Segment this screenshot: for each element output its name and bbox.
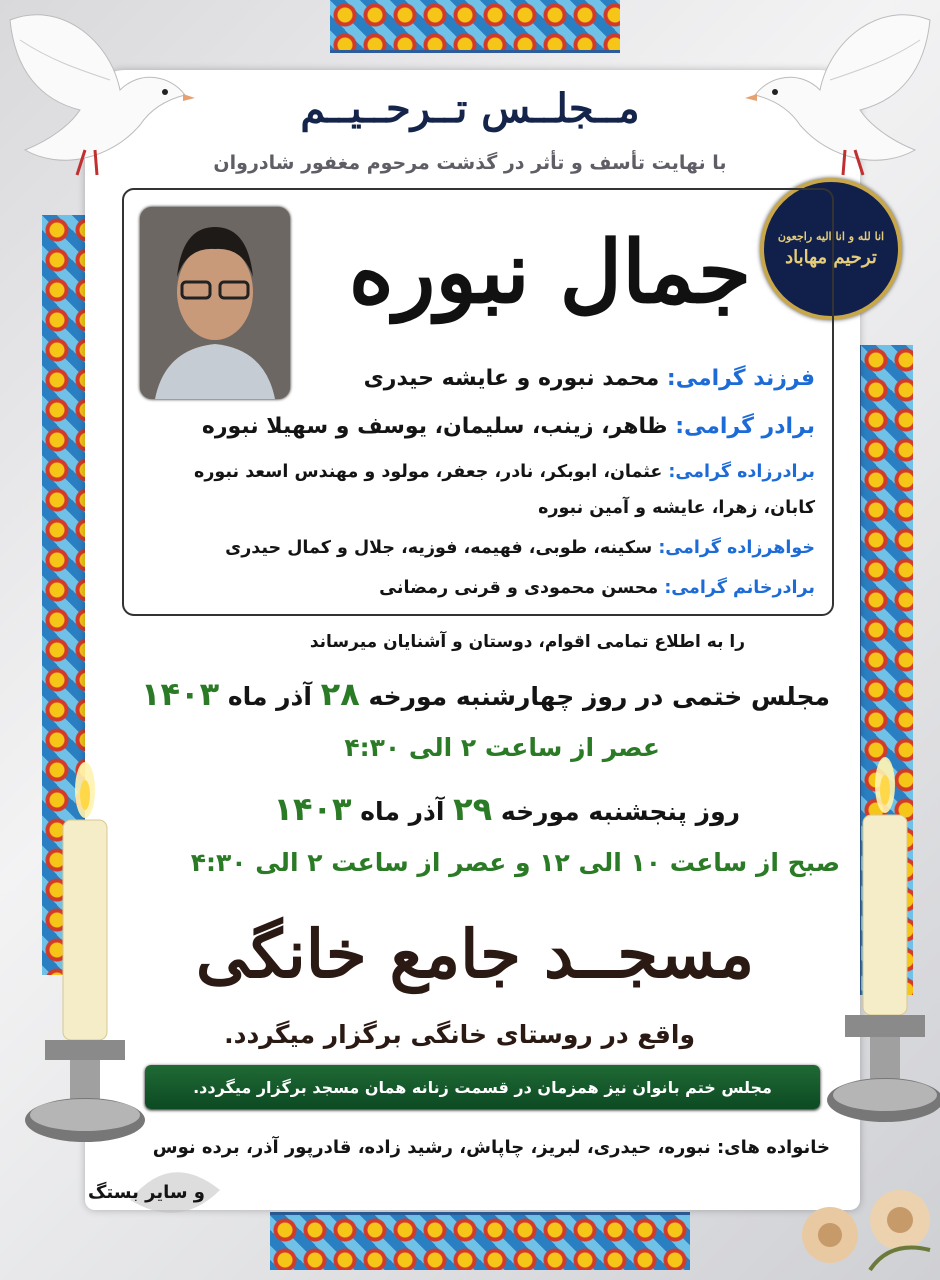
dove-icon xyxy=(0,0,200,190)
dove-icon xyxy=(745,0,940,190)
venue-name: مسجــد جامع خانگی xyxy=(195,915,755,993)
subtitle: با نهایت تأسف و تأثر در گذشت مرحوم مغفور شادروان xyxy=(213,152,727,174)
seal-main-text: ترحیم مهاباد xyxy=(785,247,877,268)
tile-border-top xyxy=(330,0,620,53)
ceremony-text: روز پنجشنبه مورخه xyxy=(500,797,740,826)
relative-label: خواهرزاده گرامی: xyxy=(658,538,815,558)
relative-label: فرزند گرامی: xyxy=(666,366,815,391)
flower-decoration xyxy=(790,1180,940,1280)
ceremony-line-4: صبح از ساعت ۱۰ الی ۱۲ و عصر از ساعت ۲ الی ۴:۳۰ xyxy=(190,848,840,877)
relative-label: برادرخانم گرامی: xyxy=(664,578,815,598)
relative-line xyxy=(225,538,815,558)
ceremony-month: آذر ماه xyxy=(227,682,312,711)
relative-line xyxy=(364,366,815,391)
relative-line xyxy=(194,462,815,482)
deceased-photo xyxy=(140,207,290,399)
women-notice-text: مجلس ختم بانوان نیز همزمان در قسمت زنانه همان مسجد برگزار میگردد. xyxy=(193,1077,772,1097)
ceremony-day: ۲۹ xyxy=(453,790,493,828)
venue-location: واقع در روستای خانگی برگزار میگردد. xyxy=(224,1020,695,1049)
ceremony-year: ۱۴۰۳ xyxy=(273,790,352,828)
relative-value: عثمان، ابوبکر، نادر، جعفر، مولود و مهندس اسعد نبوره xyxy=(194,462,663,482)
relative-value: سکینه، طوبی، فهیمه، فوزیه، جلال و کمال حیدری xyxy=(225,538,653,558)
relative-value: محسن محمودی و قرنی رمضانی xyxy=(379,578,659,598)
relative-line xyxy=(538,498,815,518)
ceremony-text: مجلس ختمی در روز چهارشنبه مورخه xyxy=(368,682,830,711)
ceremony-year: ۱۴۰۳ xyxy=(140,675,220,713)
families-line-2: و سایر بستگ xyxy=(88,1182,205,1203)
relative-value: کابان، زهرا، عایشه و آمین نبوره xyxy=(538,498,815,518)
ceremony-month: آذر ماه xyxy=(360,797,445,826)
ceremony-line-1 xyxy=(141,675,830,713)
ceremony-day: ۲۸ xyxy=(320,675,360,713)
relative-label: برادرزاده گرامی: xyxy=(668,462,815,482)
ceremony-line-2: عصر از ساعت ۲ الی ۴:۳۰ xyxy=(344,733,660,762)
relative-value: محمد نبوره و عایشه حیدری xyxy=(363,366,660,391)
page-title: مــجلــس تــرحــيــم xyxy=(300,85,640,132)
relative-line xyxy=(379,578,815,598)
tile-border-bottom xyxy=(270,1212,690,1270)
inform-text: را به اطلاع تمامی اقوام، دوستان و آشنایان میرساند xyxy=(309,632,745,652)
relative-value: ظاهر، زینب، سلیمان، یوسف و سهیلا نبوره xyxy=(201,414,668,439)
candle-icon xyxy=(810,750,940,1170)
women-notice-banner xyxy=(145,1065,820,1109)
relative-line xyxy=(202,414,815,439)
seal-top-text: انا لله و انا الیه راجعون xyxy=(777,230,885,243)
ceremony-line-3 xyxy=(273,790,740,828)
relative-label: برادر گرامی: xyxy=(675,414,815,439)
deceased-name: جمال نبوره xyxy=(348,222,752,323)
families-line: خانواده های: نبوره، حیدری، لبریز، چاپاش، رشید زاده، قادرپور آذر، برده نوس xyxy=(152,1137,830,1158)
